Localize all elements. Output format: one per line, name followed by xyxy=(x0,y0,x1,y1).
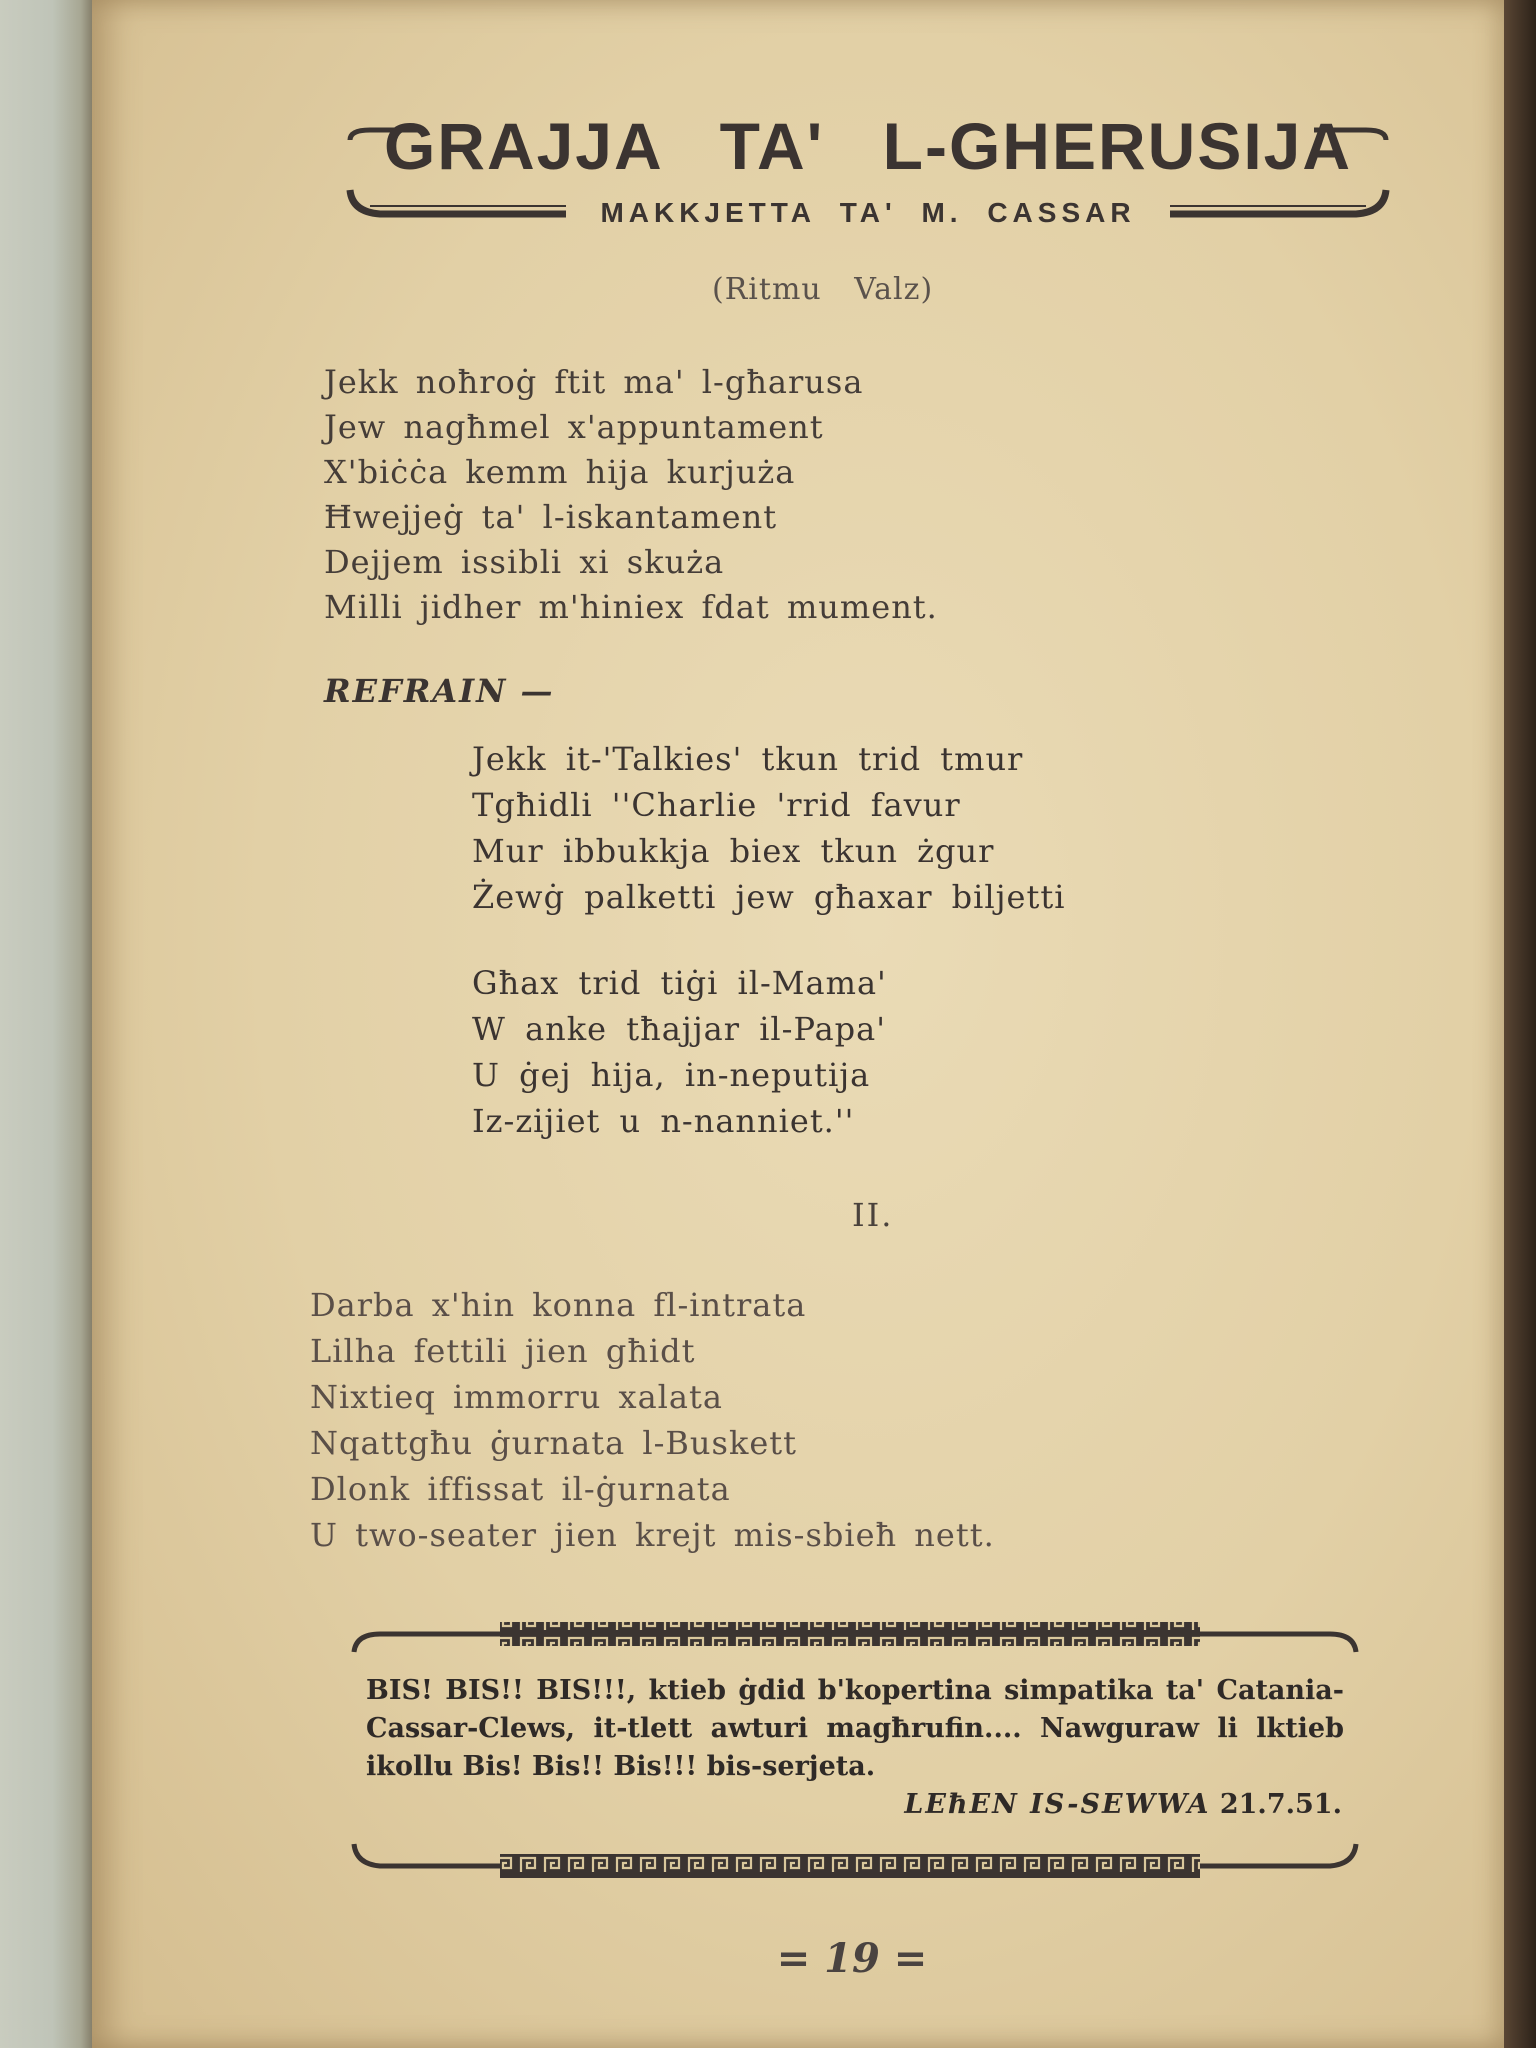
verse-line: Milli jidher m'hiniex fdat mument. xyxy=(324,588,938,626)
refrain-part-1 xyxy=(472,736,1065,920)
verse-line: Darba x'hin konna fl-intrata xyxy=(310,1286,807,1324)
newspaper-name: LEħEN IS-SEWWA xyxy=(904,1789,1211,1820)
refrain-line: U ġej hija, in-neputija xyxy=(472,1056,871,1094)
rhythm-note: (Ritmu Valz) xyxy=(712,272,934,307)
verse-line: Jekk noħroġ ftit ma' l-għarusa xyxy=(324,363,864,401)
section-number: II. xyxy=(852,1196,894,1234)
advert-box xyxy=(350,1612,1360,1888)
verse-line: Lilha fettili jien għidt xyxy=(310,1332,696,1370)
refrain-line: Għax trid tiġi il-Mama' xyxy=(472,964,887,1002)
refrain-line: Żewġ palketti jew għaxar biljetti xyxy=(472,878,1066,916)
verse-line: Ħwejjeġ ta' l-iskantament xyxy=(324,498,778,536)
refrain-line: W anke tħajjar il-Papa' xyxy=(472,1010,886,1048)
verse-line: Nixtieq immorru xalata xyxy=(310,1378,723,1416)
verse-line: X'biċċa kemm hija kurjuża xyxy=(324,453,796,491)
page-number: = 19 = xyxy=(776,1935,928,1982)
refrain-line: Mur ibbukkja biex tkun żgur xyxy=(472,832,995,870)
verse-line: Nqattgħu ġurnata l-Buskett xyxy=(310,1424,797,1462)
refrain-line: Tgħidli ''Charlie 'rrid favur xyxy=(472,786,961,824)
book-page xyxy=(92,0,1504,2048)
book-cover-edge xyxy=(1504,0,1536,2048)
stanza-1 xyxy=(324,360,938,630)
refrain-line: Jekk it-'Talkies' tkun trid tmur xyxy=(472,740,1024,778)
citation-date: 21.7.51. xyxy=(1219,1789,1342,1820)
verse-line: Dejjem issibli xi skuża xyxy=(324,543,725,581)
author-byline: MAKKJETTA TA' M. CASSAR xyxy=(600,197,1136,228)
stanza-2 xyxy=(310,1282,995,1558)
advert-citation xyxy=(820,1786,1342,1824)
refrain-line: Iz-zijiet u n-nanniet.'' xyxy=(472,1102,855,1140)
facing-page-edge xyxy=(0,0,95,2048)
refrain-part-2 xyxy=(472,960,887,1144)
verse-line: Dlonk iffissat il-ġurnata xyxy=(310,1470,731,1508)
verse-line: U two-seater jien krejt mis-sbieħ nett. xyxy=(310,1516,995,1554)
verse-line: Jew nagħmel x'appuntament xyxy=(324,408,824,446)
song-title: GRAJJA TA' L-GHERUSIJA xyxy=(383,109,1353,183)
advert-text: BIS! BIS!! BIS!!!, ktieb ġdid b'kopertina simpatika ta' Catania-Cassar-Clews, it-tlett awturi magħrufin.... Nawguraw li lktieb ikollu Bis! Bis!! Bis!!! bis-serjeta. xyxy=(366,1675,1344,1782)
title-banner xyxy=(340,110,1396,230)
refrain-label: REFRAIN — xyxy=(324,672,555,710)
